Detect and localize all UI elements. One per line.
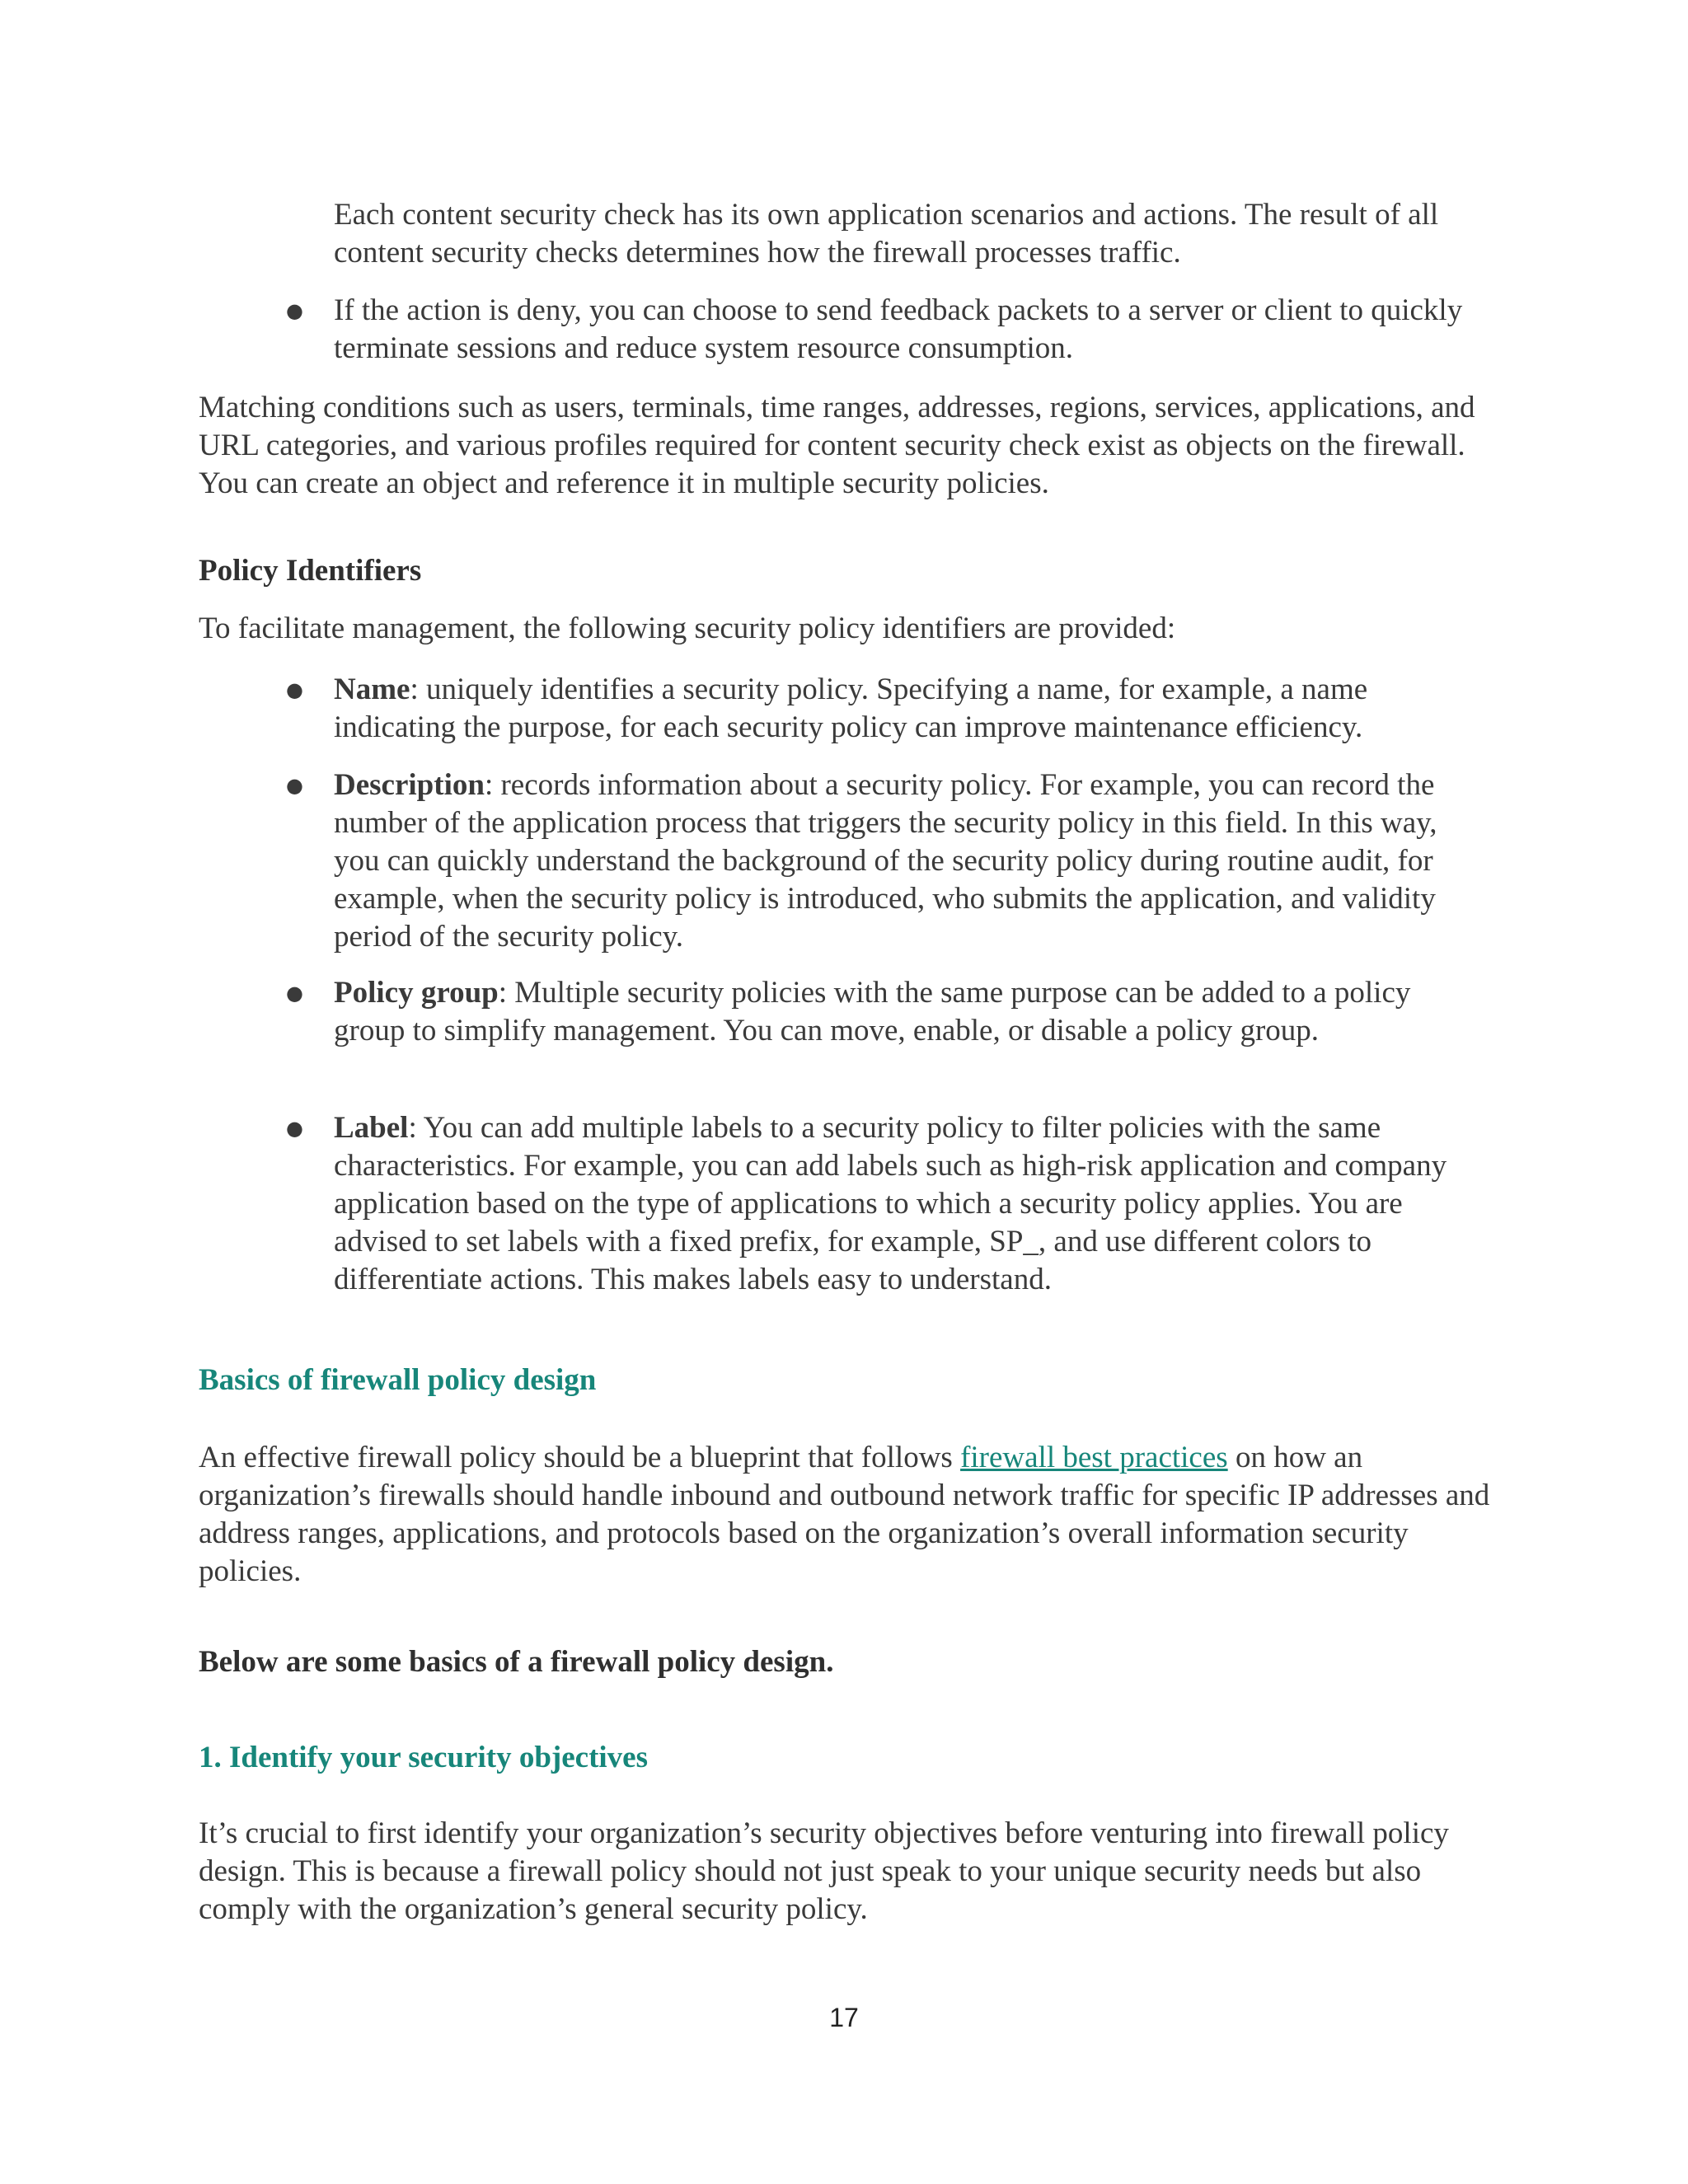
policy-identifiers-heading: Policy Identifiers [199,554,422,588]
identifier-item-policy-group [286,974,1488,1050]
bullet-dot-icon: ● [286,678,303,701]
identifier-item-label [286,1109,1488,1299]
identifier-text: : records information about a security policy. For example, you can record the number of the application process that triggers the security policy in this field. In this way, you can quickly understand the background of the security policy during routine audit, for example, when the security policy is introduced, who submits the application, and validity period of the security policy. [334,768,1437,954]
identifier-text: : Multiple security policies with the same purpose can be added to a policy group to simplify management. You can move, enable, or disable a policy group. [334,976,1411,1047]
basics-paragraph [199,1439,1501,1591]
policy-identifiers-intro: To facilitate management, the following security policy identifiers are provided: [199,612,1176,645]
bullet-dot-icon: ● [286,1117,303,1140]
intro-paragraph: Each content security check has its own application scenarios and actions. The result of all content security checks determines how the firewall processes traffic. [334,198,1439,269]
basics-heading: Basics of firewall policy design [199,1363,597,1397]
identifier-item-name [286,671,1488,747]
deny-bullet-text: If the action is deny, you can choose to send feedback packets to a server or client to quickly terminate sessions and reduce system resource consumption. [334,293,1463,365]
section1-heading: 1. Identify your security objectives [199,1741,648,1774]
identifier-text: : You can add multiple labels to a security policy to filter policies with the same characteristics. For example, you can add labels such as high-risk application and company application based on the type of applications to which a security policy applies. You are advised to set labels with a fixed prefix, for example, SP_, and use different colors to differentiate actions. This makes labels easy to understand. [334,1111,1447,1296]
bullet-dot-icon: ● [286,774,303,797]
firewall-best-practices-link[interactable]: firewall best practices [960,1441,1228,1474]
basics-text-before-link: An effective firewall policy should be a blueprint that follows [199,1441,961,1474]
page-number: 17 [829,2003,859,2032]
identifier-text: : uniquely identifies a security policy. Specifying a name, for example, a name indicating the purpose, for each security policy can improve maintenance efficiency. [334,673,1368,744]
identifier-term: Description [334,768,485,802]
identifier-term: Label [334,1111,409,1145]
deny-bullet-item [286,292,1488,368]
matching-paragraph: Matching conditions such as users, terminals, time ranges, addresses, regions, services, applications, and URL categories, and various profiles required for content security check exist as objects on the firewall. You can create an object and reference it in multiple security policies. [199,391,1475,500]
basics-subheading: Below are some basics of a firewall policy design. [199,1645,834,1679]
bullet-dot-icon: ● [286,982,303,1005]
basics-text-after-link: on how an organization’s firewalls should handle inbound and outbound network traffic for specific IP addresses and address ranges, applications, and protocols based on the organization’s overall information security policies. [199,1441,1490,1588]
identifier-term: Policy group [334,976,499,1010]
identifier-term: Name [334,673,410,706]
identifier-item-description [286,766,1488,956]
section1-paragraph: It’s crucial to first identify your organization’s security objectives before venturing into firewall policy design. This is because a firewall policy should not just speak to your unique security needs but also comply with the organization’s general security policy. [199,1816,1449,1926]
bullet-dot-icon: ● [286,299,303,322]
